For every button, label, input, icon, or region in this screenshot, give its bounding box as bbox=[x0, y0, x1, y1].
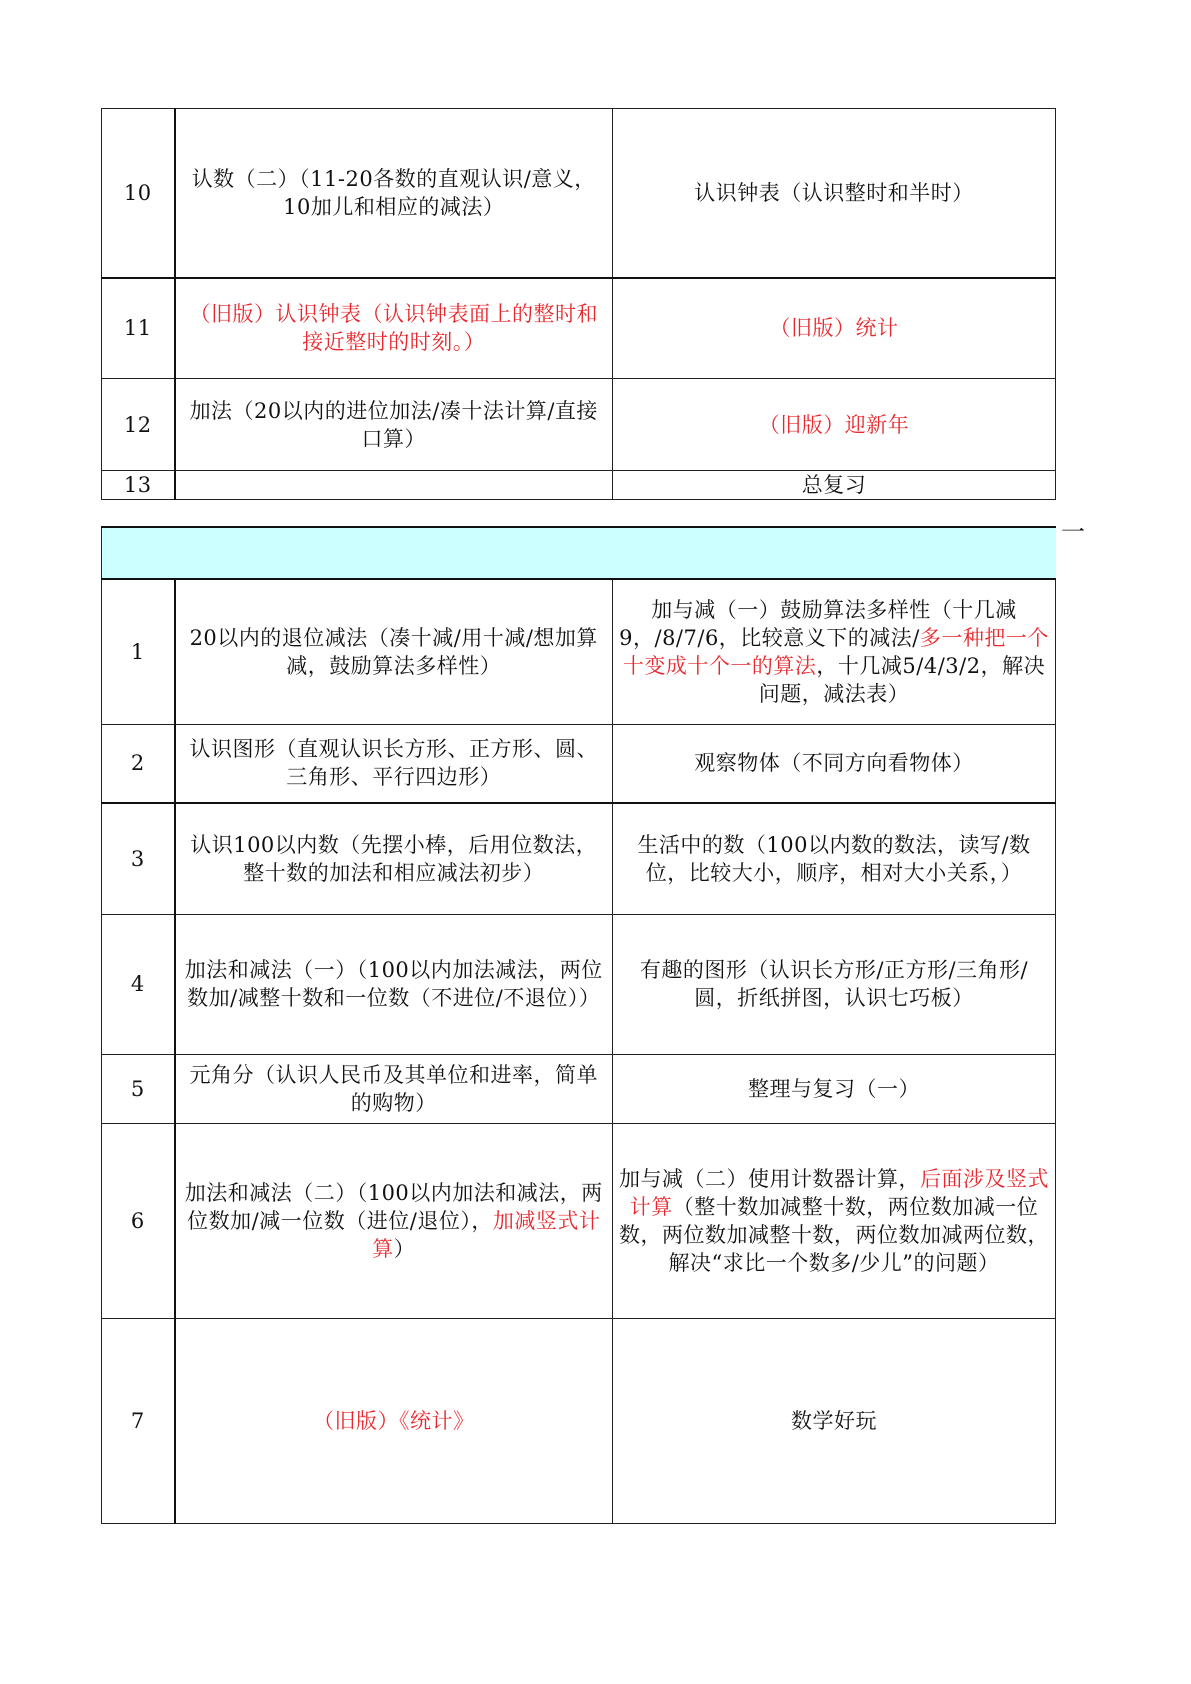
topic-text: 认识钟表（认识整时和半时） bbox=[694, 180, 974, 205]
lesson-topic-cell bbox=[613, 914, 1056, 1054]
table-row bbox=[102, 1318, 1056, 1523]
topic-text: 认数（二）（11-20各数的直观认识/意义，10加儿和相应的减法） bbox=[191, 166, 596, 219]
unit-number: 2 bbox=[102, 724, 175, 803]
lesson-topic-cell bbox=[613, 1318, 1056, 1523]
lesson-topic-cell bbox=[613, 379, 1056, 471]
unit-number: 1 bbox=[102, 579, 175, 724]
lesson-topic-cell bbox=[613, 579, 1056, 724]
highlight-text: （旧版）《统计》 bbox=[313, 1408, 475, 1433]
highlight-text: （旧版）认识钟表（认识钟表面上的整时和接近整时的时刻。） bbox=[189, 302, 598, 355]
lesson-topic-cell bbox=[175, 379, 613, 471]
unit-number: 6 bbox=[102, 1123, 175, 1318]
table-row bbox=[102, 1123, 1056, 1318]
topic-text: 加法和减法（二）（100以内加法和减法，两位数加/减一位数（进位/退位）， bbox=[184, 1180, 603, 1233]
lesson-topic-cell bbox=[613, 471, 1056, 500]
unit-number: 11 bbox=[102, 278, 175, 379]
topic-text: 总复习 bbox=[801, 473, 867, 497]
topic-text: ） bbox=[393, 1236, 416, 1261]
lesson-topic-cell bbox=[175, 914, 613, 1054]
section-header-cell bbox=[102, 527, 1056, 579]
topic-text: 20以内的退位减法（凑十减/用十减/想加算减，鼓励算法多样性） bbox=[189, 625, 598, 678]
topic-text: 加法和减法（一）（100以内加法减法，两位数加/减整十数和一位数（不进位/不退位）） bbox=[184, 958, 603, 1010]
highlight-text: 多一种把一个十变成十个一的算法 bbox=[622, 625, 1049, 678]
curriculum-table-top bbox=[101, 108, 1056, 500]
topic-text: 加法（20以内的进位加法/凑十法计算/直接口算） bbox=[189, 398, 598, 451]
highlight-text: 后面涉及竖式计算 bbox=[629, 1166, 1050, 1219]
table-row bbox=[102, 1054, 1056, 1123]
lesson-topic-cell bbox=[175, 1123, 613, 1318]
table-row bbox=[102, 109, 1056, 278]
table-row bbox=[102, 803, 1056, 914]
topic-text: （整十数加减整十数，两位数加减一位数，两位数加减整十数，两位数加减两位数，解决“求比一个数多/少儿”的问题） bbox=[619, 1194, 1050, 1275]
lesson-topic-cell bbox=[613, 109, 1056, 278]
unit-number: 3 bbox=[102, 803, 175, 914]
lesson-topic-cell bbox=[613, 278, 1056, 379]
highlight-text: （旧版）迎新年 bbox=[758, 412, 910, 437]
lesson-topic-cell bbox=[175, 471, 613, 500]
topic-text: 有趣的图形（认识长方形/正方形/三角形/圆，折纸拼图，认识七巧板） bbox=[639, 958, 1029, 1010]
lesson-topic-cell bbox=[613, 1123, 1056, 1318]
highlight-text: （旧版）统计 bbox=[769, 316, 899, 341]
topic-text: 生活中的数（100以内数的数法，读写/数位，比较大小，顺序，相对大小关系，） bbox=[637, 832, 1031, 885]
table-row bbox=[102, 579, 1056, 724]
semester-mark: 一 bbox=[1061, 518, 1085, 546]
topic-text: 加与减（二）使用计数器计算， bbox=[619, 1166, 921, 1191]
topic-text: 加与减（一）鼓励算法多样性（十几减9，/8/7/6，比较意义下的减法/ bbox=[619, 597, 1017, 650]
topic-text: ，十几减5/4/3/2，解决问题，减法表） bbox=[758, 653, 1046, 706]
unit-number: 10 bbox=[102, 109, 175, 278]
table-row bbox=[102, 471, 1056, 500]
unit-number: 7 bbox=[102, 1318, 175, 1523]
curriculum-table-bottom bbox=[101, 526, 1056, 1524]
unit-number: 13 bbox=[102, 471, 175, 500]
lesson-topic-cell bbox=[613, 803, 1056, 914]
topic-text: 元角分（认识人民币及其单位和进率，简单的购物） bbox=[189, 1062, 598, 1115]
highlight-text: 加减竖式计算 bbox=[372, 1208, 601, 1261]
unit-number: 12 bbox=[102, 379, 175, 471]
lesson-topic-cell bbox=[175, 109, 613, 278]
topic-text: 观察物体（不同方向看物体） bbox=[694, 751, 974, 776]
topic-text: 认识图形（直观认识长方形、正方形、圆、三角形、平行四边形） bbox=[189, 737, 598, 790]
table-row bbox=[102, 724, 1056, 803]
lesson-topic-cell bbox=[175, 579, 613, 724]
lesson-topic-cell bbox=[175, 1318, 613, 1523]
unit-number: 4 bbox=[102, 914, 175, 1054]
topic-text: 整理与复习（一） bbox=[748, 1076, 921, 1101]
lesson-topic-cell bbox=[613, 724, 1056, 803]
section-header-band bbox=[102, 527, 1056, 579]
lesson-topic-cell bbox=[175, 278, 613, 379]
lesson-topic-cell bbox=[175, 803, 613, 914]
lesson-topic-cell bbox=[613, 1054, 1056, 1123]
table-row bbox=[102, 278, 1056, 379]
topic-text: 数学好玩 bbox=[791, 1408, 878, 1433]
lesson-topic-cell bbox=[175, 724, 613, 803]
table-row bbox=[102, 914, 1056, 1054]
topic-text: 认识100以内数（先摆小棒，后用位数法，整十数的加法和相应减法初步） bbox=[190, 832, 598, 885]
lesson-topic-cell bbox=[175, 1054, 613, 1123]
table-row bbox=[102, 379, 1056, 471]
unit-number: 5 bbox=[102, 1054, 175, 1123]
